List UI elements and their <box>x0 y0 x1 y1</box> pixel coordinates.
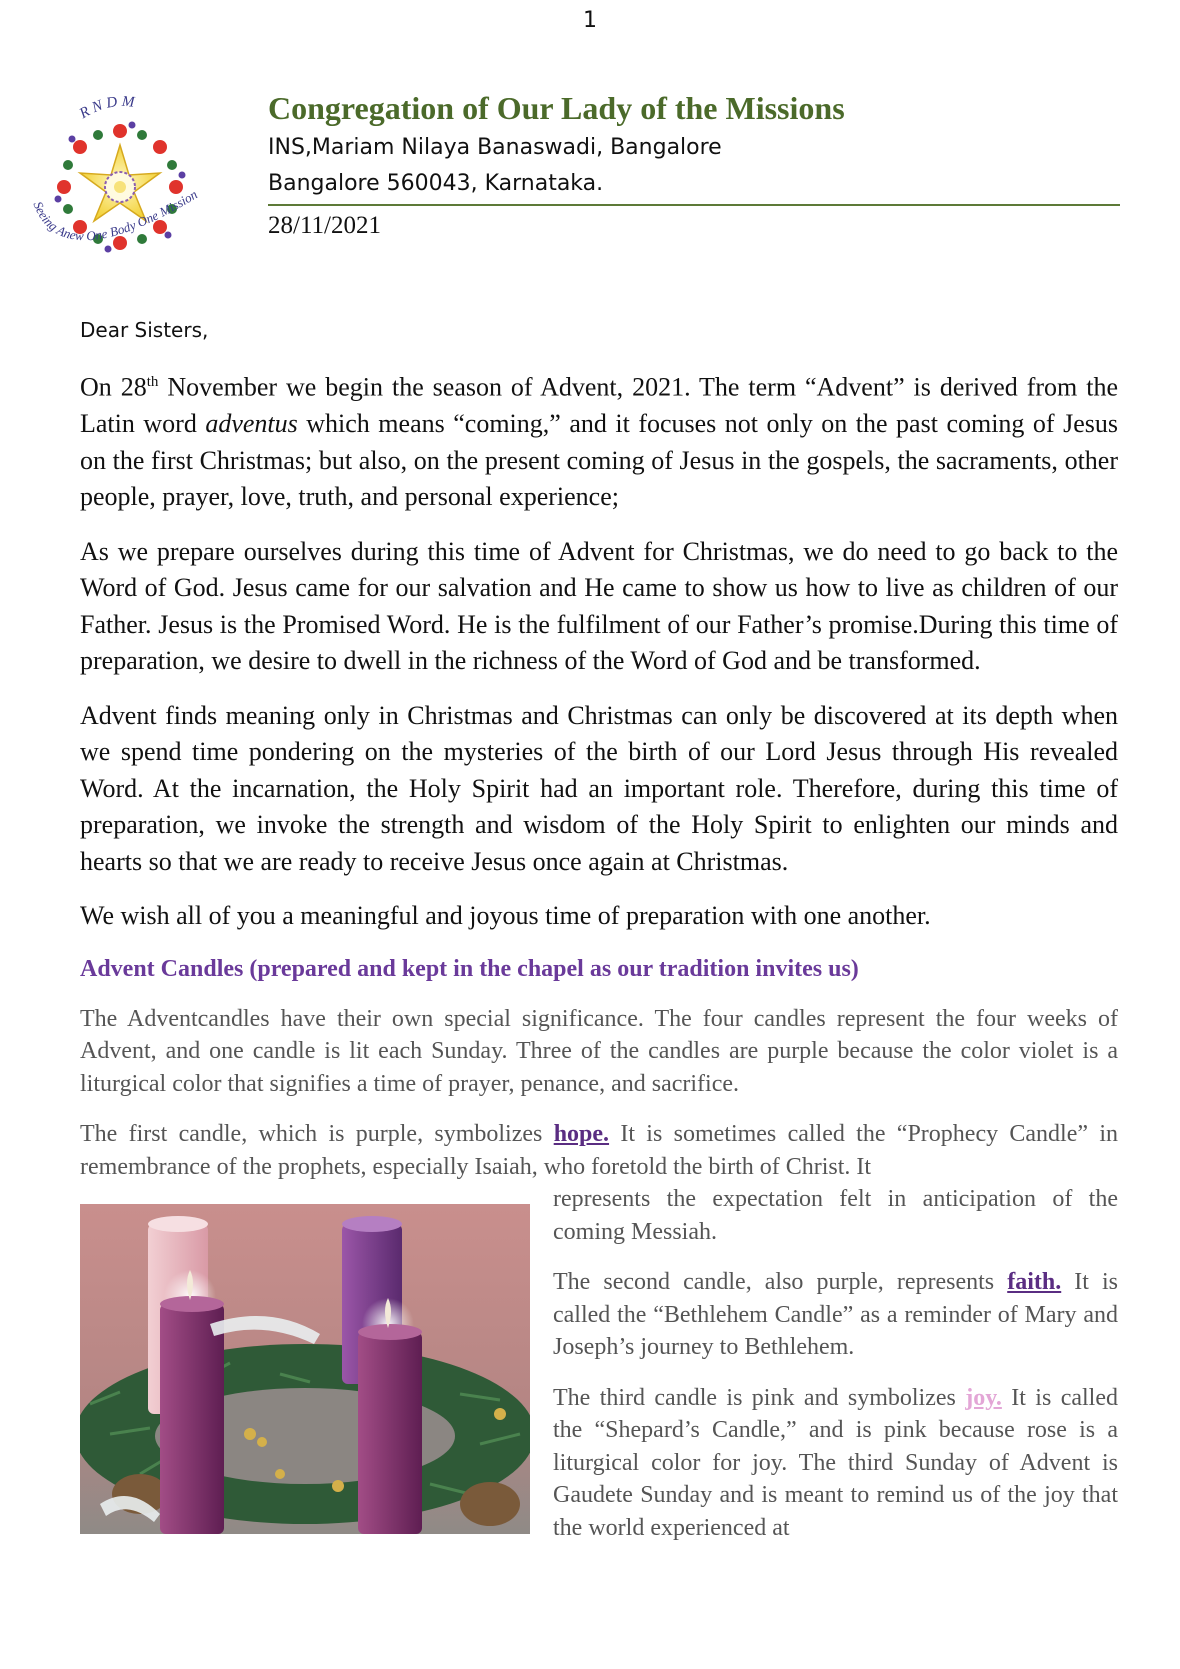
organization-name: Congregation of Our Lady of the Missions <box>268 90 845 126</box>
p1-text-end: which means “coming,” and it focuses not only on the past coming of Jesus on the first Christmas; but also, on the present coming of Jesus in the gospels, the sacraments, other people, prayer, love, truth, and personal experience; <box>80 409 1118 512</box>
paragraph-wishes: We wish all of you a meaningful and joyous time of preparation with one another. <box>80 901 931 931</box>
candle-descriptions <box>80 1118 1118 1544</box>
address-line-2: Bangalore 560043, Karnataka. <box>268 171 604 196</box>
advent-wreath-image <box>80 1204 530 1534</box>
advent-candles-heading: Advent Candles (prepared and kept in the chapel as our tradition invites us) <box>80 955 859 982</box>
address-line-1: INS,Mariam Nilaya Banaswadi, Bangalore <box>268 135 722 160</box>
keyword-hope: hope. <box>553 1121 610 1148</box>
salutation: Dear Sisters, <box>80 318 209 342</box>
third-candle-lead: The third candle is pink and symbolizes <box>553 1384 966 1411</box>
first-candle-text <box>80 1118 1118 1183</box>
congregation-logo <box>28 92 208 282</box>
candle-text-column <box>553 1183 1118 1544</box>
paragraph-advent-intro <box>80 364 1118 516</box>
second-candle-rest: It is called the “Bethlehem Candle” as a reminder of Mary and Joseph’s journey to Bethlehem. <box>553 1269 1119 1361</box>
mandala-emblem-icon <box>28 92 208 282</box>
paragraph-word-of-god: As we prepare ourselves during this time of Advent for Christmas, we do need to go back to the Word of God. Jesus came for our salvation and He came to show us how to live as children of our Father. Jesus is the Promised Word. He is the fulfilment of our Father’s promise.During this time of preparation, we desire to dwell in the richness of the Word of God and be transformed. <box>80 536 1118 676</box>
letterhead <box>268 86 1120 246</box>
p1-ordinal-suffix: th <box>146 374 159 390</box>
second-candle-lead: The second candle, also purple, represents <box>553 1269 1008 1296</box>
third-candle-text <box>553 1382 1118 1545</box>
letter-date: 28/11/2021 <box>268 212 381 239</box>
advent-candles-intro: The Adventcandles have their own special significance. The four candles represent the four weeks of Advent, and one candle is lit each Sunday. Three of the candles are purple because the color violet is a liturgical color that signifies a time of prayer, penance, and sacrifice. <box>80 1005 1118 1097</box>
p1-latin-word: adventus <box>205 409 298 439</box>
logo-arc-bottom-text: Seeing Anew One Body One Mission <box>30 186 200 244</box>
second-candle-text <box>553 1266 1118 1364</box>
advent-wreath-icon <box>80 1204 530 1534</box>
p1-text-middle: November we begin the season of Advent, 2021. The term “Advent” is derived from the Latin word <box>80 372 1118 439</box>
keyword-joy: joy. <box>965 1384 1002 1411</box>
page-number: 1 <box>583 8 597 33</box>
paragraph-holy-spirit: Advent finds meaning only in Christmas and Christmas can only be discovered at its depth when we spend time pondering on the mysteries of the birth of our Lord Jesus through His revealed Word. At the incarnation, the Holy Spirit had an important role. Therefore, during this time of preparation, we invoke the strength and wisdom of the Holy Spirit to enlighten our minds and hearts so that we are ready to receive Jesus once again at Christmas. <box>80 700 1118 876</box>
third-candle-rest: It is called the “Shepard’s Candle,” and is pink because rose is a liturgical color for joy. The third Sunday of Advent is Gaudete Sunday and is meant to remind us of the joy that the world experienced at <box>553 1384 1118 1541</box>
letter-body <box>80 364 1118 1562</box>
first-candle-rest: It is sometimes called the “Prophecy Candle” in remembrance of the prophets, especially Isaiah, who foretold the birth of Christ. It <box>80 1121 1118 1180</box>
first-candle-lead: The first candle, which is purple, symbolizes <box>80 1121 554 1148</box>
logo-arc-top-text: R N D M <box>76 93 135 123</box>
p1-text-start: On 28 <box>80 372 147 402</box>
keyword-faith: faith. <box>1007 1269 1062 1296</box>
first-candle-continued: represents the expectation felt in anticipation of the coming Messiah. <box>553 1186 1118 1245</box>
